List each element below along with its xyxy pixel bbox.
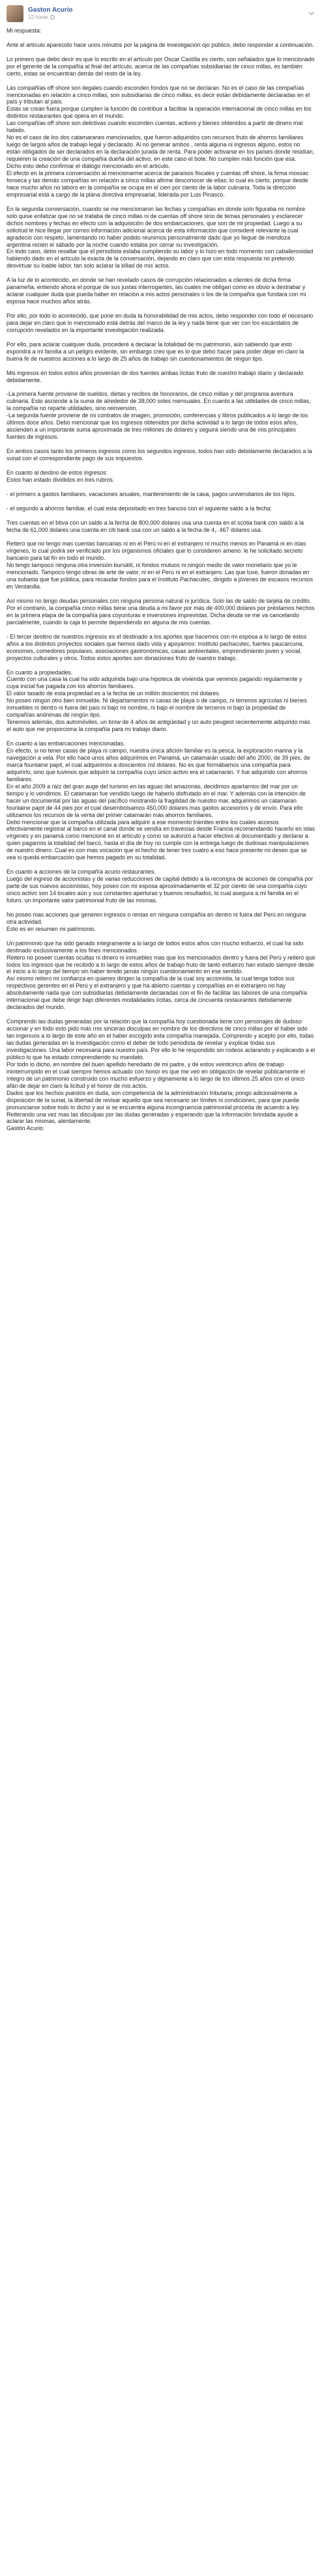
chevron-down-icon[interactable] (308, 10, 315, 18)
post-paragraph: - El tercer destino de nuestros ingresos es el destinado a los aportes que hacemos con mi esposa a lo largo de estos años a los distintos proyectos sociales que hemos dado vida y apoyamos: Instituto pachacutec, fuertes paucarcuna, economes, comedores populares, asociaciones gastronómicas, casas ambientales, emprendimiento joven y social, proyectos culturales y otros. Todos estos aportes son donaciones fruto de nuestro trabajo. (7, 633, 308, 661)
post-paragraph: En la segunda conversación, cuando se me mencionaron las fechas y compañías en donde solo figuraba mi nombre solo quise enfatizar que no se trataba de cinco millas ni de cuentas off shore sino de temas personales y esclarecer dichos nombres y fechas en efecto con la adquisición de dos embarcaciones, que son de mi propiedad. Luego a su solicitud le hice llegar por correo información adicional acerca de esta información que consideré relevante la cual agradeció con respeto, lamentando no haber podido reunirnos personalmente dado que yo llegue de mendoza argentina recién el sábado por la noche cuando estaba por cerrar su investigación. En todo caso, debo resaltar que el periodista estaba cumpliendo su labor y lo hizo en todo momento con caballerosidad habiendo dado en el artículo la exacta de la conversación, dejando en claro que con esta respuesta no pretendo desvirtuar su loable labor, tan solo aclarar la killad de mis actos. (7, 205, 314, 270)
post-paragraph: En cuanto a propiedades. Cuento con una casa la cual ha sido adquirida bajo una hipoteca de vivienda que venimos pagando regularmente y cuya inicial fue pagada con los ahorros familiares. El valor tasado de esta propiedad es a la fecha de un millón doscientos mil dolares. No poseo ningún otro bien inmueble. Ni departamentos ni casas de playa o de campo, ni terrenos agrícolas ni bienes inmuebles ni dentro ni fuera del país ni bajo mi nombre, ni bajo el nombre de terceros ni bajo la propiedad de compañías anónimas de ningún tipo. Tenemos además, dos automóviles, un bmw de 4 años de antigüedad y un auto peugeot recientemente adquirido más el auto que me proporciona la compañía para mi trabajo diario. (7, 669, 310, 733)
post-paragraph: No poseo mas acciones que generen ingresos o rentas en ninguna compañía en dentro ni fuera del Perú en ninguna otra actividad. Esto es en resumen mi patrimonio. (7, 911, 306, 932)
post-sub (28, 14, 73, 21)
post-header (7, 4, 315, 23)
post-paragraph: Reitero que no tengo mas cuentas bancarias ni en el Perú ni en el extranjero ni mucho menos en Panamá ni en islas vírgenes, lo cual podrá ser verificado por los organismos oficiales que lo consideren ameno. le he solicitado secreto bancario para tal fin en todo el mundo. No tengo tampoco ninguna otra inversión bursátil, ni fondos mutuos ni ningún medio de valor monetario que yo le mencionado. Tampoco tengo obras de arte de valor, ni en el Perú ni en el extranjero. Las que tuve, fueron donadas en una subasta que fue pública, para recaudar fondos para el Instituto Pachacútec, dirigido a jóvenes de escasos recursos en Ventanilla. (7, 540, 314, 590)
post-paragraph: A la luz de lo acontecido, en donde se han revelado casos de corrupción relacionados a clientes de dicha firma panameña, entiendo ahora el porque de sus justas interrogantes, las cuales me obligan como es obvio a destrabar y aclarar cualquier duda que pueda haber en relación a mis actos personales o los de la compañía que fundara con mi esposa hace muchos años atrás. (7, 277, 308, 305)
post-paragraph: En cuanto a acciones de la compañía acurio restaurantes. Luego del ingreso de accionistas y de varias reducciones de capital debido a la recompra de acciones de compañía por parte de sus nuevos accionistas, hoy poseo con mi esposa aproximadamente el 32 por ciento de una compañía cuyo único activo son 14 locales aún y sus constantes aperturas y buenos resultados, lo cual asegura a mi familia en el futuro. un importante valor patrimonial fruto de las mismas. (7, 868, 314, 904)
post-paragraph: En ambos casos tanto los primeros ingresos como los segundos ingresos, todos han sido debidamente declarados a la sunat con el correspondiente pago de sus impuestos. (7, 448, 314, 462)
post-paragraph: Las compañías off shore son ilegales cuando esconden fondos que no se declaran. No es el caso de las compañías mencionadas en relación a cinco millas, son subsidiarias de cinco millas, es decir están debidamente declaradas en el país y tributan al país. Estas se crean fuera porque cumplen la función de contribuir a facilitar la operación internacional de cinco millas en los distintos restaurantes que opera en el mundo. Las compañías off shore son delictivas cuando esconden cuentas, activos y bienes obtenidos a partir de dinero mal habido. No es el caso de los dos catamaranes mencionados, que fueron adquiridos con recursos fruto de ahorros familiares luego de largos años de trabajo legal y declarado. Al no generar ambos , renta alguna ni ingresos alguno, estos no están obligados de ser declarados en la declaración jurada de renta. Para poder activarse en los países donde residían, requieren la creación de una compañía dueña del activo, en este caso el bote. No cumplen más función que esa. Dicho esto debo confirmar el diálogo mencionado en el artículo. El efecto en la primera conversación al mencionarme acerca de paraísos fiscales y cuentas off shore, la firma mossac fonseca y las demás compañías en relación a cinco millas afirme desconocer de ellas; lo cual es cierto, porque desde hace mucho años no laboro en la compañía se ocupa en el cien por ciento de la labor culinaria. Toda la dirección empresarial está a cargo de la plana directiva empresarial, liderada por Luis Pinasco. (7, 84, 315, 198)
facebook-post (0, 0, 322, 1139)
post-paragraph: En cuanto al destino de estos ingresos: Estos han estado divididos en tres rubros. (7, 469, 115, 483)
post-paragraph: -La primera fuente proviene de sueldos, dietas y recibos de honorarios, de cinco millas y del programa aventura culinaria. Esto asciende a la suma de alrededor de 38,000 soles mensuales. En cuanto a las utilidades de cinco millas, la compañía no reparte utilidades, sino reinversión. -La segunda fuente proviene de mi contratos de imagen, promoción, conferencias y libros publicados a lo largo de los últimos doce años. Debo mencionar que los ingresos obtenidos por dicha actividad a lo largo de todos esos años, ascienden a un importante suma aproximada de tres millones de dolares y seguirá siendo una de mis principales fuentes de ingresos. (7, 391, 311, 441)
post-timestamp[interactable]: 12 horas (28, 14, 49, 20)
post-paragraph: Por ello, por todo lo acontecido, que pone en duda la honorabilidad de mis actos, debo responder con todo el necesario para dejar en claro que lo mencionado está detrás del marco de la ley y nada tiene que ver con los escándalos de corrupción revelados en la importante investigación realizada. (7, 312, 315, 333)
post-paragraph: Un patrimonio que ha sido ganado íntegramente a lo largo de todos estos años con mucho esfuerzo, el cual ha sido destinado exclusivamente a los fines mencionados. Reitero no poseer cuentas ocultas ni dinero ni inmuebles mas que los mencionados dentro y fuera del Perú y reitero que todos los ingresos que he recibido a lo largo de estos años de trabajo fruto de tanto esfuerzo han estado siempre desde el inicio a lo largo del tiempo sin haber tenido jamás ningún cuestionamiento en ese sentido. Así mismo reitero mi confianza en quienes dirigen la compañía de la cual soy accionista, la cual tenga todos sus respectivos gerentes en el Perú y el extranjero y que ha abierto cuentas y compañías en el extranjero no hay absolutamente nada que con subsidiarias debidamente declaradas con el fin de facilitar las labores de una compañía internacional que debe dirigir bajo diferentes modalidades lícitas, cerca de cincuenta restaurantes debidamente declarados del mundo. (7, 939, 315, 1011)
post-paragraph: Mi respuesta: (7, 27, 42, 34)
post-body (7, 27, 315, 1132)
post-paragraph: Lo primero que debo decir es que lo escrito en el artículo por Oscar Castilla es cierto, son señalados que lo mencionado por el gerente de la compañía al final del artículo, acerca de las compañías subsidiarias de cinco millas, es también cierto, estas se encuentran detrás del resto de la ley. (7, 55, 317, 77)
avatar[interactable] (7, 5, 23, 22)
post-paragraph: Tres cuentas en el bbva con un saldo a la fecha de 800,000 dolares usa una cuenta en el scotia bank con saldo a la fecha de 61,000 dolares una cuenta en citi bank usa con un saldo a la fecha de 4,. 467 dolares usa. (7, 519, 306, 533)
post-paragraph: Ante el artículo aparecido hace unos minutos por la página de investigación ojo público, debo responder a continuación. (7, 41, 314, 48)
post-paragraph: Por ello, para aclarar cualquier duda, procederé a declarar la totalidad de mi patrimonio, aún sabiendo que esto expondrá a mi familia a un peligro evidente, sin embargo creo que es lo que debo hacer para poder dejar en claro la buena fe de nuestros acciones a lo largo de 25 años de trabajo sin cuestionamientos de ningún tipo. (7, 340, 306, 362)
post-paragraph: - el segundo a ahorros familiar, el cual esta depositado en tres bancos con el siguiente saldo a la fecha: (7, 505, 272, 512)
post-paragraph: - el primero a gastos familiares, vacaciones anuales, mantenimiento de la casa, pagos universitarios de los hijos. (7, 490, 296, 497)
post-paragraph: Así mismo no tengo deudas personales con ninguna persona natural ni jurídica. Solo las de saldo de tarjeta de crédito. Por el contrario, la compañía cinco millas tiene una deuda a mi favor por más de 400,000 dolares por préstamos hechos en la primera etapa de la compañía para coyunturas e inversiones imprevistas. Dicha deuda se me va cancelando parcialmente, cuando la caja lo permite dependiendo en alguna de mis cuentas. (7, 598, 315, 626)
author-name[interactable]: Gaston Acurio (28, 7, 73, 14)
post-paragraph: En cuanto a las embarcaciones mencionadas. En efecto, si no tener casas de playa ni campo, nuestra única afición familiar es la pesca, la exploración marina y la navegación a vela. Por ello hace unos años adquirimos en Panamá, un catamarán usado del año 2000, de 39 pies, de marca fountaine pajot, el cual adquirimos a doscientos mil dolares. No es que formábamos una compañía para adquirirlo, sino que tuvimos que adquirir la compañía cuyo único activo era el catamarán. Y fue adquirido con ahorros familiares. En el año 2009 a raíz del gran auge del turismo en las aguas del amazonas, decidimos apartarnos del mar por un tiempo y lo vendimos. El catamaran fue vendido luego de haberlo disfrutado en el mar. Y además con la intención de hacer un documental por las aguas del pacífico mostrando la fragilidad de nuestro mar, adquirimos un catamaran fountaine pajot de 44 pies por el cual desembolsamos 450,000 dolares mas gastos accesorios y de envío. Para ello utilizamos los recursos de la venta del primer catamarán más ahorros familiares. Debo mencionar que la compañía utilizada para adquirir a ese momento trámites entre los cuales accesos efectivamente registrar al barco en el canal donde se vendía en travesías desde Francia recomendando hacerlo en islas vírgenes y en panamá como mencioné en el artículo y como se autorizó a hacer efectivo al documentado y declarar a quien pagamos la totalidad del barco, hasta el día de hoy no cumple con la entrega luego de dudosas manipulaciones de nuestro dinero. Cual es con mas vocación que el hecho de tener tres cuatro a eso hace presente mi deseo que se vea si queda embarcación que hemos pagado en su totalidad. (7, 740, 315, 861)
globe-icon (50, 15, 55, 20)
post-paragraph: Mis ingresos en todos estos años provenían de dos fuentes ambas lícitas fruto de nuestro trabajo diario y declarado debidamente. (7, 369, 305, 383)
post-meta (28, 7, 73, 21)
post-paragraph: Comprendo las dudas generadas por la relación que la compañía hoy cuestionada tiene con personajes de dudoso accionar y en todo esto pido más mis sinceras disculpas en nombre de los directivos de cinco millas por el haber sido tan ingenuos a lo largo de este año en el haber escogido esta compañía manejada. Comprendo y acepto por ello, todas las dudas generadas en la investigación como el deber de todo periodista de revelar y explicar todas sus investigaciones. Una labor necesaria para nuestro país. Por ello lo he respondido sin rodeos aclarando y explicando a el público lo que ha estado comprendiendo su mandato. Por todo lo dicho, en nombre del buen apellido heredado de mi padre, y de estos veinticinco años de trabajo ininterrumpido en el cual siempre hemos actuado con honor es que me veo en obligación de revelar públicamente el íntegro de un patrimonio construido con mucho esfuerzo y dignamente a lo largo de los últimos 25 años con el único afán de dejar en claro la licitud y el honor de mis actos. Dados que los hechos puestos en duda, son competencia de la administración tributaria; pongo adicionalmente a disposición de la sunat, la libertad de revisar aquello que sea necesario sin límites ni condiciones, para que pueda pronunciarse sobre todo lo dicho y así si se encuentra alguna incongruencia patrimonial proceda de acuerdo a ley. Reiterando una vez mas las disculpas por las dudas generadas y esperando que la información brindada ayude a aclarar las mismas, atentamente. Gastón Acurio. (7, 1018, 315, 1132)
